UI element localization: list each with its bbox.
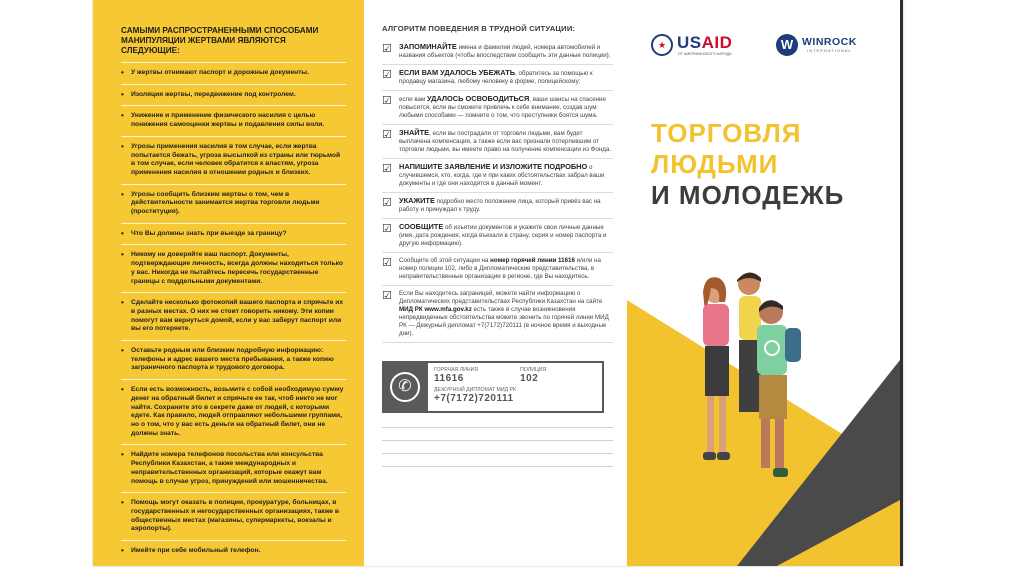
list-item: • Угрозы сообщить близким жертвы о том, чем в действительности занимается жертва торговли людьми (проституция).	[121, 184, 346, 223]
manipulation-title: САМЫМИ РАСПРОСТРАНЕННЫМИ СПОСОБАМИ МАНИПУЛЯЦИИ ЖЕРТВАМИ ЯВЛЯЮТСЯ СЛЕДУЮЩИЕ:	[121, 26, 319, 55]
bullet-icon: •	[121, 498, 124, 508]
list-item: • Никому не доверяйте ваш паспорт. Документы, подтверждающие личность, всегда должны находиться только у вас. Никогда не пытайтесь пересечь государственные границы с поддельными документами.	[121, 244, 346, 292]
bullet-icon: •	[121, 298, 124, 308]
checkbox-icon: ☑	[382, 197, 392, 209]
checkbox-icon: ☑	[382, 223, 392, 235]
list-item: • Угрозы применения насилия в том случае, если жертва попытается бежать, угроза высылкой из страны или тюрьмой в том случае, если человек обратится к властям, угроза применения насилия в отношении родных и близких.	[121, 136, 346, 184]
page-edge	[900, 0, 903, 566]
hotline-numbers	[428, 361, 604, 413]
list-item: • Что Вы должны знать при выезде за границу?	[121, 223, 346, 245]
diplomat-label: ДЕЖУРНЫЙ ДИПЛОМАТ МИД РК	[434, 387, 517, 393]
phone-icon: ✆	[390, 372, 420, 402]
bullet-icon: •	[121, 68, 124, 77]
note-line	[382, 440, 613, 441]
winrock-logo: W WINROCK INTERNATIONAL	[776, 34, 857, 56]
note-line	[382, 453, 613, 454]
list-item: • Оставьте родным или близким подробную информацию: телефоны и адрес вашего места пребывания, а также копию заграничного паспорта и трудового договора.	[121, 340, 346, 379]
cover-title: ТОРГОВЛЯ ЛЮДЬМИ И МОЛОДЕЖЬ	[651, 118, 845, 210]
police-label: ПОЛИЦИЯ	[520, 367, 547, 373]
bullet-icon: •	[121, 346, 124, 356]
checkbox-icon: ☑	[382, 43, 392, 55]
diplomat-number: +7(7172)720111	[434, 393, 514, 404]
list-item: • Унижение и применение физического насилия с целью понижения самооценки жертвы и подавления силы воли.	[121, 105, 346, 135]
checkbox-icon: ☑	[382, 290, 392, 302]
list-item: • Сделайте несколько фотокопий вашего паспорта и спрячьте их в разных местах. О них не стоит говорить никому. Эти копии помогут вам вернуться домой, если у вас заберут паспорт или вы его потеряете.	[121, 292, 346, 340]
list-item: ☑ ЕСЛИ ВАМ УДАЛОСЬ УБЕЖАТЬ, обратитесь за помощью к продавцу магазина, любому человеку в форме, полицейскому;	[382, 65, 613, 91]
notes-lines	[382, 427, 613, 467]
note-line	[382, 466, 613, 467]
manipulation-list	[121, 62, 346, 562]
list-item: ☑ УКАЖИТЕ подробно место положение лица, который привёз вас на работу и принуждал к труду.	[382, 193, 613, 219]
brochure-page	[93, 0, 903, 566]
police-number: 102	[520, 373, 539, 384]
list-item: ☑ ЗНАЙТЕ, если вы пострадали от торговли людьми, вам будет выплачена компенсация, а также если вас признали потерпевшим от торговли людьми, вы имеете право на получение компенсации из Фонда.	[382, 125, 613, 159]
bullet-icon: •	[121, 450, 124, 460]
note-line	[382, 427, 613, 428]
list-item: ☑ СООБЩИТЕ об изъятии документов и укажите свои личные данные (имя, дата рождения, когда въехали в страну, серия и номер паспорта и другую информацию).	[382, 219, 613, 253]
algorithm-title: АЛГОРИТМ ПОВЕДЕНИЯ В ТРУДНОЙ СИТУАЦИИ:	[382, 24, 576, 33]
bullet-icon: •	[121, 228, 124, 238]
bullet-icon: •	[121, 250, 124, 260]
bullet-icon: •	[121, 111, 124, 121]
usaid-seal-icon: ★	[651, 34, 673, 56]
checkbox-icon: ☑	[382, 257, 392, 269]
teens-illustration	[689, 262, 819, 494]
checkbox-icon: ☑	[382, 129, 392, 141]
hotline-box	[382, 361, 613, 413]
list-item: ☑ Если Вы находитесь заграницей, можете найти информацию о Дипломатических представительствах Республики Казахстан на сайте МИД РК www.mfa.gov.kz есть также в случае возникновения непредвиденных обстоятельства можете звонить по горячей линии МИД РК — Дежурный дипломат +7(7172)720111 (в ночное время и выходные дни).	[382, 286, 613, 343]
bullet-icon: •	[121, 189, 124, 199]
list-item: ☑ Сообщите об этой ситуации на номер горячей линии 11616 и/или на номер полиции 102, либо в Дипломатические представительства, в неправительственные организации в регионе, где Вы находитесь.	[382, 253, 613, 286]
bullet-icon: •	[121, 89, 124, 99]
hotline-label: ГОРЯЧАЯ ЛИНИЯ	[434, 367, 479, 373]
list-item: ☑ ЗАПОМИНАЙТЕ имена и фамилии людей, номера автомобилей и названия объектов (чтобы впоследствии сообщить эти данные полиции);	[382, 39, 613, 65]
list-item: • Имейте при себе мобильный телефон.	[121, 540, 346, 562]
list-item: • У жертвы отнимают паспорт и дорожные документы.	[121, 62, 346, 84]
list-item: • Изоляция жертвы, передвижение под контролем.	[121, 84, 346, 106]
list-item: • Если есть возможность, возьмите с собой необходимую сумму денег на обратный билет и спрячьте ее так, чтоб никто не мог найти. Сохраните это в секрете даже от людей, с которыми едете. Как правило, людей отправляют небольшими группами, но о том, что у вас есть деньги на обратный билет, они не должны знать.	[121, 379, 346, 444]
winrock-mark-icon: W	[776, 34, 798, 56]
list-item: ☑ если вам УДАЛОСЬ ОСВОБОДИТЬСЯ, ваши шансы на спасение повысятся, если вы сможете привлечь к себе внимание, создав шум любыми способами — помните о том, что преступники боятся шума.	[382, 91, 613, 125]
list-item: • Найдите номера телефонов посольства или консульства Республики Казахстан, а также международных и неправительственных организаций, которые окажут вам помощь в случае угроз, принуждений или мошенничества.	[121, 444, 346, 492]
manipulation-panel	[93, 0, 364, 566]
hotline-number: 11616	[434, 373, 464, 384]
bullet-icon: •	[121, 385, 124, 395]
list-item: • Помощь могут оказать в полиции, прокуратуре, больницах, в государственных и негосударственных организациях, также в общественных местах (магазины, супермаркеты, вокзалы и аэропорты).	[121, 492, 346, 540]
checkbox-icon: ☑	[382, 163, 392, 175]
phone-icon-block	[382, 361, 428, 413]
bullet-icon: •	[121, 546, 124, 556]
usaid-logo: ★ USAID ОТ АМЕРИКАНСКОГО НАРОДА	[651, 34, 732, 56]
checkbox-icon: ☑	[382, 95, 392, 107]
cover-panel	[627, 0, 900, 566]
algorithm-panel	[364, 0, 627, 566]
bullet-icon: •	[121, 141, 124, 151]
list-item: ☑ НАПИШИТЕ ЗАЯВЛЕНИЕ И ИЗЛОЖИТЕ ПОДРОБНО о случившемся, кто, когда, где и при каких обстоятельствах забрал ваши документы и где они находятся в данный момент.	[382, 159, 613, 193]
checkbox-icon: ☑	[382, 69, 392, 81]
